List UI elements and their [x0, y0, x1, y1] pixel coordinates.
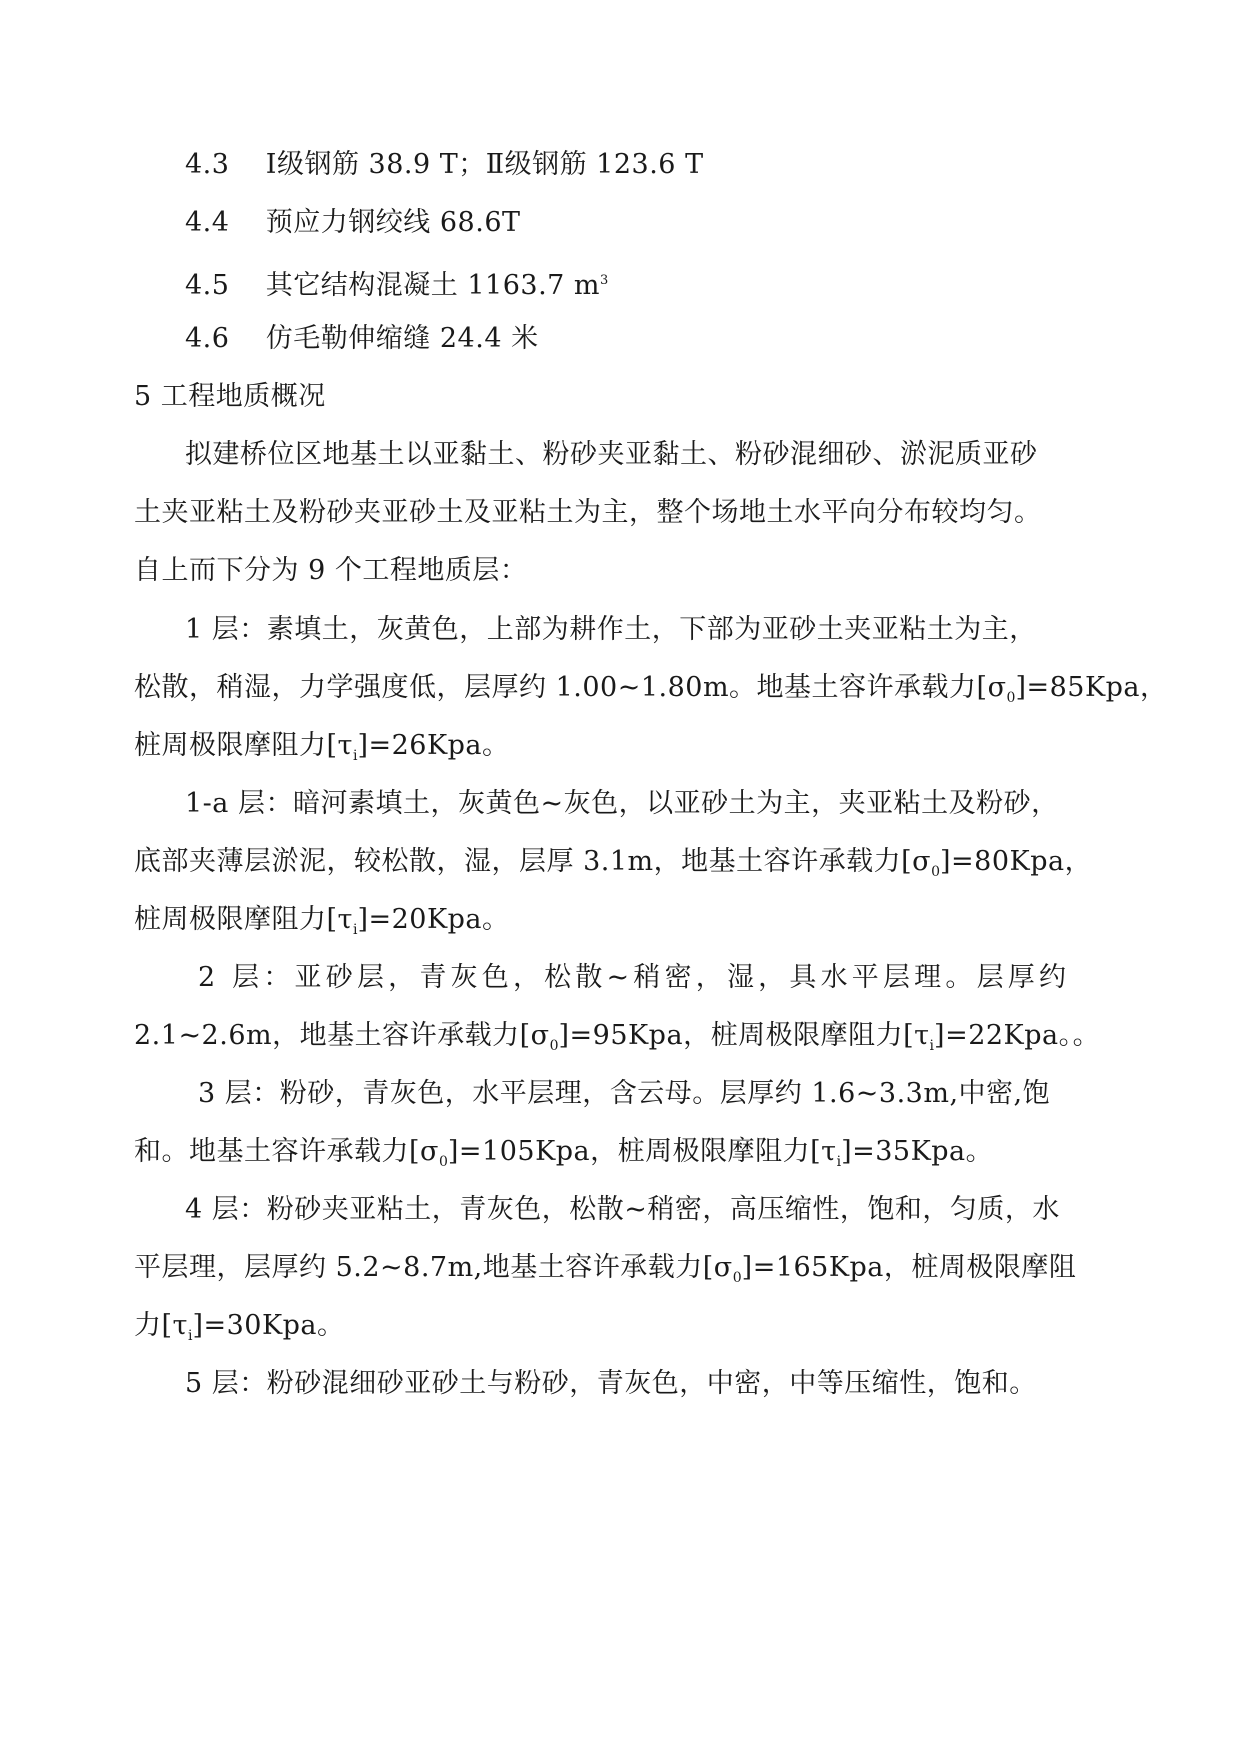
layer2-text-b: ]=95Kpa，桩周极限摩阻力[τ [558, 1020, 930, 1051]
layer5-line-1: 5 层：粉砂混细砂亚砂土与粉砂，青灰色，中密，中等压缩性，饱和。 [185, 1368, 1037, 1399]
intro-line-3: 自上而下分为 9 个工程地质层： [134, 555, 528, 586]
layer1a-line-1: 1-a 层：暗河素填土，灰黄色~灰色，以亚砂土为主，夹亚粘土及粉砂， [185, 788, 1059, 819]
section-heading: 5 工程地质概况 [134, 381, 326, 412]
sigma-subscript: 0 [438, 1154, 448, 1170]
item-text: Ⅰ级钢筋 38.9 T；Ⅱ级钢筋 123.6 T [265, 149, 704, 180]
layer3-line-1: 3 层：粉砂，青灰色，水平层理，含云母。层厚约 1.6~3.3m,中密,饱 [198, 1078, 1051, 1109]
item-number: 4.4 [185, 207, 230, 238]
layer1-text-c: 桩周极限摩阻力[τ [134, 730, 353, 761]
tau-subscript: i [352, 922, 358, 938]
layer4-text-c: 力[τ [134, 1310, 188, 1341]
layer3-text-a: 和。地基土容许承载力[σ [134, 1136, 439, 1167]
item-number: 4.3 [185, 149, 230, 180]
layer3-text-c: ]=35Kpa。 [841, 1136, 994, 1167]
layer1a-text-d: ]=20Kpa。 [357, 904, 510, 935]
layer1-line-2 [134, 670, 1168, 716]
layer1-text-a: 松散，稍湿，力学强度低，层厚约 1.00~1.80m。地基土容许承载力[σ [134, 672, 1007, 703]
layer1-line-1: 1 层：素填土，灰黄色，上部为耕作土，下部为亚砂土夹亚粘土为主， [185, 614, 1037, 645]
layer1a-text-b: ]=80Kpa， [940, 846, 1093, 877]
layer2-line-1: 2 层：亚砂层，青灰色，松散~稍密，湿，具水平层理。层厚约 [198, 962, 1071, 993]
sigma-subscript: 0 [732, 1270, 742, 1286]
layer2-line-2 [134, 1018, 1100, 1064]
layer4-line-2 [134, 1250, 1076, 1296]
intro-line-1: 拟建桥位区地基土以亚黏土、粉砂夹亚黏土、粉砂混细砂、淤泥质亚砂 [185, 439, 1038, 470]
tau-subscript: i [352, 748, 358, 764]
sigma-subscript: 0 [1006, 690, 1016, 706]
item-4-6 [185, 321, 539, 357]
sigma-subscript: 0 [549, 1038, 559, 1054]
layer1-text-d: ]=26Kpa。 [357, 730, 510, 761]
item-text: 仿毛勒伸缩缝 24.4 米 [265, 323, 539, 354]
layer4-text-b: ]=165Kpa，桩周极限摩阻 [741, 1252, 1077, 1283]
item-4-4 [185, 205, 521, 241]
item-4-5 [185, 263, 608, 304]
item-number: 4.5 [185, 270, 230, 301]
item-text: 其它结构混凝土 1163.7 m [265, 270, 601, 301]
layer1a-text-a: 底部夹薄层淤泥，较松散，湿，层厚 3.1m，地基土容许承载力[σ [134, 846, 932, 877]
layer2-text-c: ]=22Kpa。。 [934, 1020, 1101, 1051]
layer1-line-3 [134, 728, 510, 774]
item-number: 4.6 [185, 323, 230, 354]
tau-subscript: i [187, 1328, 193, 1344]
layer4-text-d: ]=30Kpa。 [192, 1310, 345, 1341]
tau-subscript: i [836, 1154, 842, 1170]
layer4-line-1: 4 层：粉砂夹亚粘土，青灰色，松散~稍密，高压缩性，饱和，匀质，水 [185, 1194, 1060, 1225]
item-4-3 [185, 147, 704, 183]
unit-superscript: 3 [600, 273, 609, 288]
layer1a-text-c: 桩周极限摩阻力[τ [134, 904, 353, 935]
layer4-text-a: 平层理，层厚约 5.2~8.7m,地基土容许承载力[σ [134, 1252, 733, 1283]
layer1a-line-2 [134, 844, 1092, 890]
tau-subscript: i [929, 1038, 935, 1054]
sigma-subscript: 0 [931, 864, 941, 880]
layer3-text-b: ]=105Kpa，桩周极限摩阻力[τ [447, 1136, 837, 1167]
layer4-line-3 [134, 1308, 345, 1354]
layer1a-line-3 [134, 902, 510, 948]
intro-line-2: 土夹亚粘土及粉砂夹亚砂土及亚粘土为主，整个场地土水平向分布较均匀。 [134, 497, 1042, 528]
layer1-text-b: ]=85Kpa， [1015, 672, 1168, 703]
layer3-line-2 [134, 1134, 993, 1180]
item-text: 预应力钢绞线 68.6T [265, 207, 521, 238]
layer2-text-a: 2.1~2.6m，地基土容许承载力[σ [134, 1020, 550, 1051]
